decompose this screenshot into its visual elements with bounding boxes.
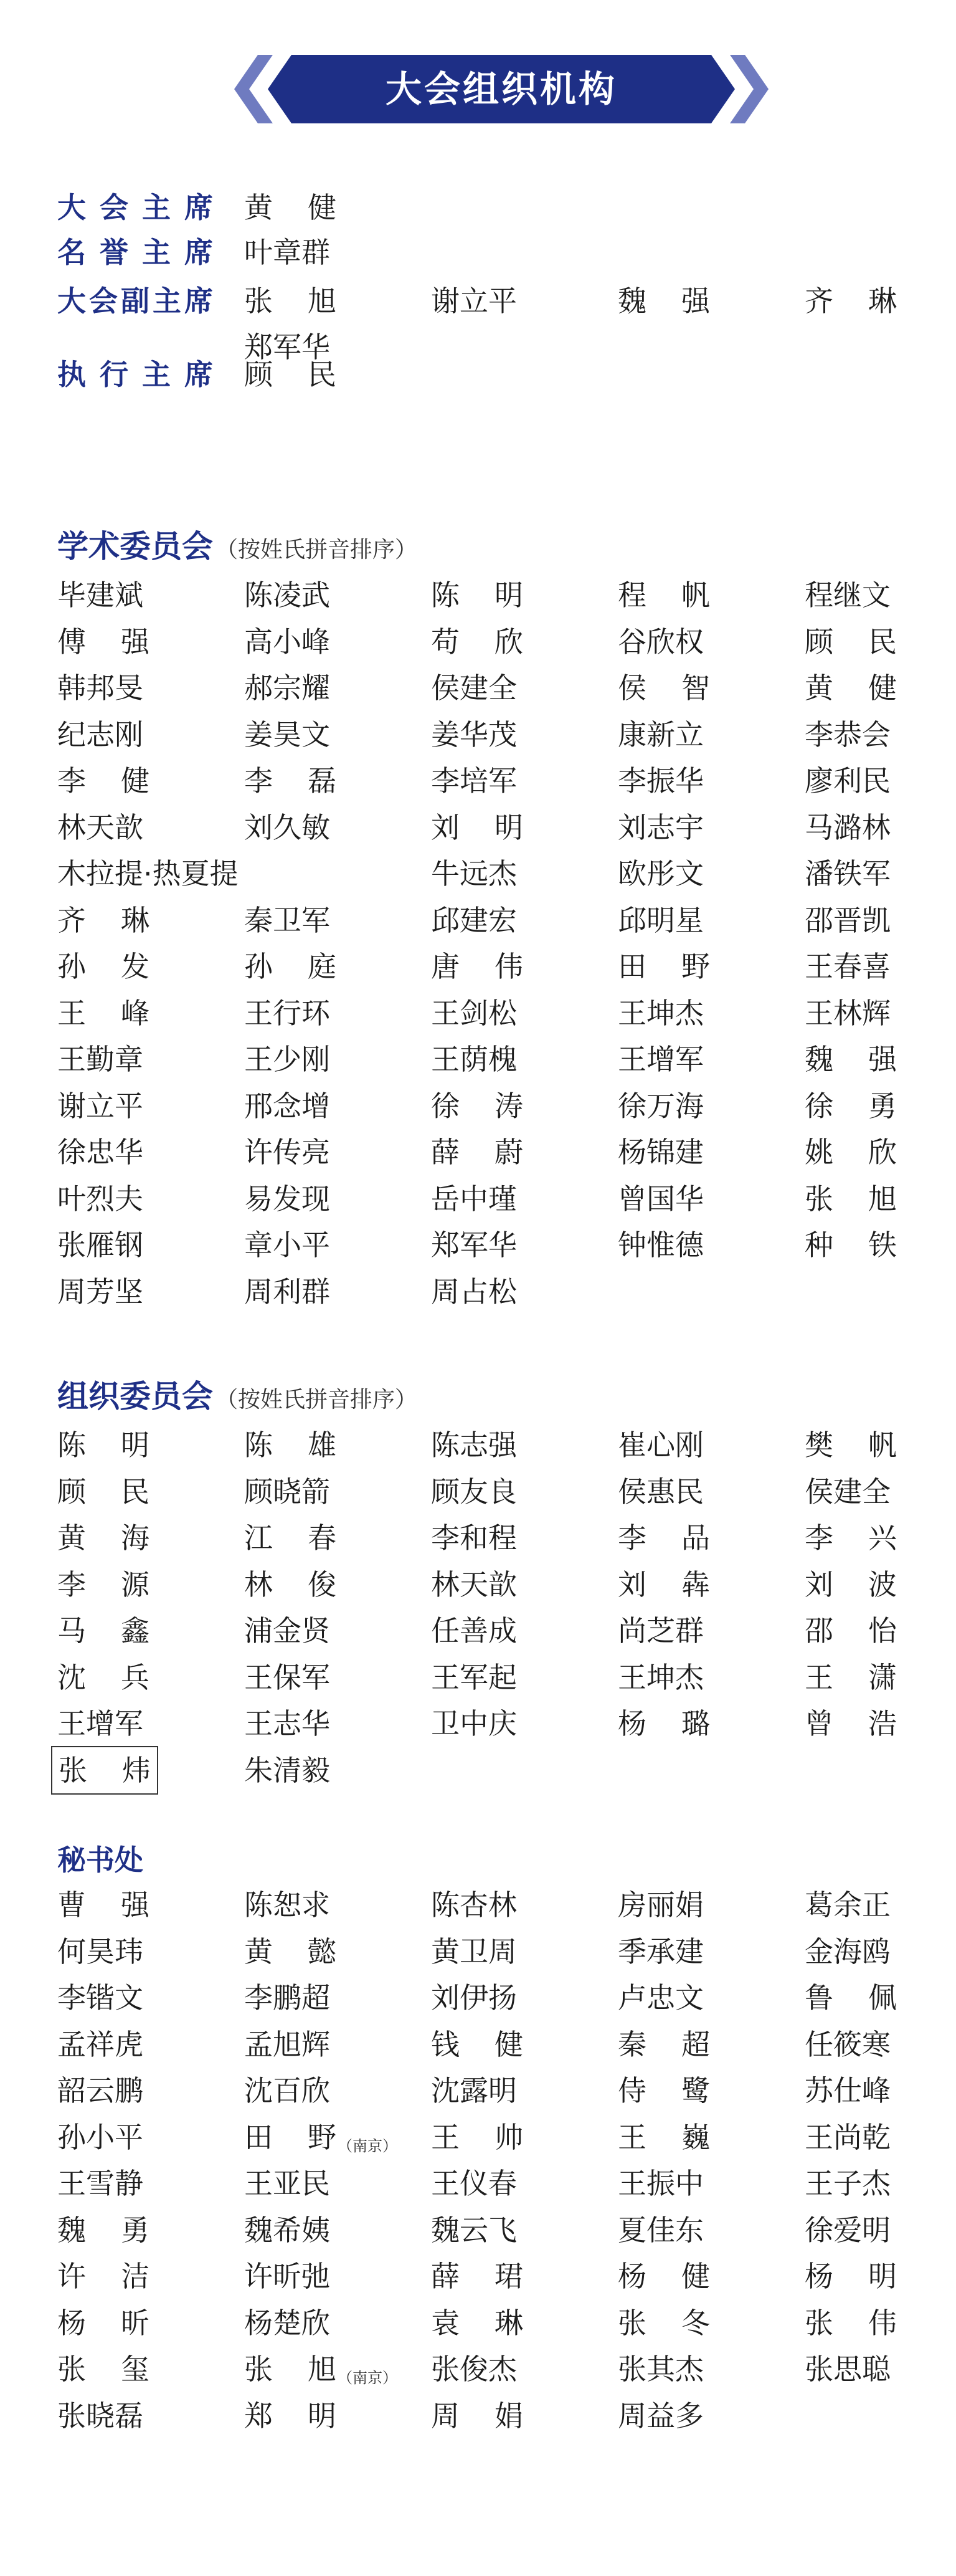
member-name: 许洁 bbox=[57, 2259, 149, 2293]
member-name: 侍鹭 bbox=[618, 2074, 710, 2107]
officer-name: 黄健 bbox=[244, 191, 336, 224]
member-name: 刘志宇 bbox=[618, 810, 704, 844]
member-name: 张其杰 bbox=[618, 2352, 704, 2386]
officer-title: 大会主席 bbox=[57, 191, 213, 224]
member-name: 张旭 bbox=[805, 1181, 897, 1216]
member-name: 徐爱明 bbox=[805, 2213, 891, 2247]
member-name: 鲁佩 bbox=[805, 1981, 897, 2015]
member-name: 孙发 bbox=[57, 950, 149, 983]
member-name: 徐勇 bbox=[805, 1089, 897, 1123]
academic-committee-subtitle: （按姓氏拼音排序） bbox=[215, 537, 418, 563]
member-name: 沈露明 bbox=[431, 2074, 517, 2107]
member-name: 孙小平 bbox=[57, 2120, 143, 2154]
member-name: 王潇 bbox=[805, 1660, 897, 1694]
member-name: 任筱寒 bbox=[805, 2027, 891, 2061]
member-name: 刘犇 bbox=[618, 1567, 710, 1601]
member-name: 纪志刚 bbox=[57, 717, 143, 751]
member-name: 孟旭辉 bbox=[244, 2027, 330, 2061]
member-name: 葛余正 bbox=[805, 1888, 891, 1922]
member-name: 王军起 bbox=[431, 1660, 517, 1694]
member-name: 侯惠民 bbox=[618, 1474, 704, 1509]
member-name: 种铁 bbox=[805, 1228, 897, 1262]
member-name: 王坤杰 bbox=[618, 996, 704, 1030]
member-name: 周芳坚 bbox=[57, 1274, 143, 1309]
member-name: 王增军 bbox=[57, 1707, 143, 1740]
member-name: 杨昕 bbox=[57, 2306, 149, 2340]
member-name: 何昊玮 bbox=[57, 1934, 143, 1968]
officer-name: 郑军华 bbox=[244, 330, 330, 364]
member-name: 王林辉 bbox=[805, 996, 891, 1030]
member-name: 邵怡 bbox=[805, 1614, 897, 1648]
member-name: 田野 bbox=[618, 950, 710, 983]
member-name: 潘铁军 bbox=[805, 857, 891, 890]
member-name: 章小平 bbox=[244, 1228, 330, 1262]
academic-member-grid bbox=[57, 572, 904, 1309]
member-name: 周占松 bbox=[431, 1274, 517, 1309]
member-name: 魏强 bbox=[805, 1042, 897, 1076]
officer-name: 谢立平 bbox=[431, 284, 517, 318]
member-name: 钱健 bbox=[431, 2027, 523, 2061]
member-name: 李和程 bbox=[431, 1521, 517, 1555]
member-name: 邵晋凯 bbox=[805, 903, 891, 937]
member-name: 廖利民 bbox=[805, 764, 891, 798]
member-name: 刘明 bbox=[431, 810, 523, 844]
member-name: 李源 bbox=[57, 1567, 149, 1601]
member-name: 邱建宏 bbox=[431, 903, 517, 937]
member-name: 邢念增 bbox=[244, 1089, 330, 1123]
organizing-committee-heading bbox=[57, 1371, 904, 1422]
member-name: 陈凌武 bbox=[244, 578, 330, 612]
member-name: 杨锦建 bbox=[618, 1135, 704, 1169]
officer-name: 张旭 bbox=[244, 284, 336, 318]
location-note: （南京） bbox=[338, 2369, 397, 2387]
member-name: 李磊 bbox=[244, 764, 336, 798]
member-name: 陈杏林 bbox=[431, 1888, 517, 1922]
member-name: 薛珺 bbox=[431, 2259, 523, 2293]
academic-committee-title: 学术委员会 bbox=[57, 528, 213, 565]
member-name: 孟祥虎 bbox=[57, 2027, 143, 2061]
member-name: 张旭（南京） bbox=[244, 2352, 397, 2387]
member-name: 曹强 bbox=[57, 1888, 149, 1922]
member-name: 许传亮 bbox=[244, 1135, 330, 1169]
officer-name: 顾民 bbox=[244, 358, 336, 391]
member-name: 木拉提·热夏提 bbox=[57, 857, 239, 890]
academic-committee-heading bbox=[57, 521, 904, 572]
member-name: 卫中庆 bbox=[431, 1707, 517, 1740]
member-name: 王春喜 bbox=[805, 950, 891, 983]
member-name: 唐伟 bbox=[431, 950, 523, 983]
officer-title: 执行主席 bbox=[57, 358, 213, 391]
officer-name: 魏强 bbox=[618, 284, 710, 318]
member-name: 王少刚 bbox=[244, 1042, 330, 1076]
member-name: 傅强 bbox=[57, 624, 149, 659]
member-name: 李锴文 bbox=[57, 1981, 143, 2015]
member-name: 李恭会 bbox=[805, 717, 891, 751]
page-title: 大会组织机构 bbox=[385, 68, 617, 110]
member-name-highlighted: 张炜 bbox=[57, 1747, 176, 1793]
member-name: 徐忠华 bbox=[57, 1135, 143, 1169]
member-name: 刘久敏 bbox=[244, 810, 330, 844]
member-name: 周益多 bbox=[618, 2398, 704, 2433]
member-name: 王峰 bbox=[57, 996, 149, 1030]
member-name: 秦卫军 bbox=[244, 903, 330, 937]
member-name: 林天歆 bbox=[57, 810, 143, 844]
member-name: 陈明 bbox=[431, 578, 523, 612]
member-name: 李品 bbox=[618, 1521, 710, 1555]
member-name: 李振华 bbox=[618, 764, 704, 798]
member-name: 崔心刚 bbox=[618, 1428, 704, 1462]
member-name: 钟惟德 bbox=[618, 1228, 704, 1262]
member-name: 王帅 bbox=[431, 2120, 523, 2154]
member-name: 樊帆 bbox=[805, 1428, 897, 1462]
member-name: 张俊杰 bbox=[431, 2352, 517, 2386]
member-name: 陈志强 bbox=[431, 1428, 517, 1462]
member-name: 房丽娟 bbox=[618, 1888, 704, 1922]
member-name: 欧彤文 bbox=[618, 857, 704, 890]
member-name: 康新立 bbox=[618, 717, 704, 751]
member-name: 顾民 bbox=[805, 624, 897, 659]
member-name: 金海鸥 bbox=[805, 1934, 891, 1968]
secretariat-title: 秘书处 bbox=[57, 1843, 143, 1877]
organizing-committee-title: 组织委员会 bbox=[57, 1378, 213, 1414]
member-name: 叶烈夫 bbox=[57, 1181, 143, 1216]
member-name: 杨璐 bbox=[618, 1707, 710, 1740]
organizing-committee-subtitle: （按姓氏拼音排序） bbox=[215, 1387, 418, 1413]
member-name: 王增军 bbox=[618, 1042, 704, 1076]
member-name: 韩邦旻 bbox=[57, 671, 143, 705]
member-name: 朱清毅 bbox=[244, 1753, 330, 1787]
member-name: 齐琳 bbox=[57, 903, 149, 937]
organizing-member-grid bbox=[57, 1422, 904, 1796]
member-name: 沈兵 bbox=[57, 1660, 149, 1694]
member-name: 夏佳东 bbox=[618, 2213, 704, 2247]
member-name: 王仪春 bbox=[431, 2167, 517, 2200]
member-name: 马鑫 bbox=[57, 1614, 149, 1648]
member-name: 姜昊文 bbox=[244, 717, 330, 751]
member-name: 李健 bbox=[57, 764, 149, 798]
member-name: 卢忠文 bbox=[618, 1981, 704, 2015]
member-name: 谢立平 bbox=[57, 1089, 143, 1123]
member-name: 张伟 bbox=[805, 2306, 897, 2340]
organizing-committee-section bbox=[57, 1371, 904, 1796]
header-banner bbox=[234, 55, 769, 123]
officer-title: 名誉主席 bbox=[57, 236, 213, 269]
member-name: 魏云飞 bbox=[431, 2213, 517, 2247]
member-name: 张雁钢 bbox=[57, 1228, 143, 1262]
member-name: 牛远杰 bbox=[431, 857, 517, 890]
member-name: 邱明星 bbox=[618, 903, 704, 937]
member-name: 江春 bbox=[244, 1521, 336, 1555]
member-name: 程继文 bbox=[805, 578, 891, 612]
member-name: 郝宗耀 bbox=[244, 671, 330, 705]
member-name: 魏希姨 bbox=[244, 2213, 330, 2247]
member-name: 曾浩 bbox=[805, 1707, 897, 1740]
member-name: 王巍 bbox=[618, 2120, 710, 2154]
member-name: 许昕弛 bbox=[244, 2259, 330, 2293]
member-name: 杨健 bbox=[618, 2259, 710, 2293]
member-name: 黄海 bbox=[57, 1521, 149, 1555]
member-name: 王勤章 bbox=[57, 1042, 143, 1076]
officer-title: 大会副主席 bbox=[57, 284, 213, 318]
member-name: 薛蔚 bbox=[431, 1135, 523, 1169]
member-name: 杨楚欣 bbox=[244, 2306, 330, 2340]
member-name: 苟欣 bbox=[431, 624, 523, 659]
member-name: 王尚乾 bbox=[805, 2120, 891, 2154]
member-name: 尚芝群 bbox=[618, 1614, 704, 1648]
member-name: 侯智 bbox=[618, 671, 710, 705]
member-name: 王剑松 bbox=[431, 996, 517, 1030]
member-name: 袁琳 bbox=[431, 2306, 523, 2340]
member-name: 徐万海 bbox=[618, 1089, 704, 1123]
member-name: 周利群 bbox=[244, 1274, 330, 1309]
member-name: 马潞林 bbox=[805, 810, 891, 844]
officer-name: 齐琳 bbox=[805, 284, 897, 318]
member-name: 姚欣 bbox=[805, 1135, 897, 1169]
member-name: 李鹏超 bbox=[244, 1981, 330, 2015]
member-name: 韶云鹏 bbox=[57, 2074, 143, 2107]
member-name: 孙庭 bbox=[244, 950, 336, 983]
member-name: 任善成 bbox=[431, 1614, 517, 1648]
member-name: 林俊 bbox=[244, 1567, 336, 1601]
location-note: （南京） bbox=[338, 2137, 397, 2155]
member-name: 郑明 bbox=[244, 2398, 336, 2433]
member-name: 王志华 bbox=[244, 1707, 330, 1740]
member-name: 周娟 bbox=[431, 2398, 523, 2433]
member-name: 侯建全 bbox=[805, 1474, 891, 1509]
member-name: 侯建全 bbox=[431, 671, 517, 705]
member-name: 毕建斌 bbox=[57, 578, 143, 612]
member-name: 顾友良 bbox=[431, 1474, 517, 1509]
member-name: 魏勇 bbox=[57, 2213, 149, 2247]
member-name: 王坤杰 bbox=[618, 1660, 704, 1694]
secretariat-member-grid bbox=[57, 1882, 904, 2443]
member-name: 沈百欣 bbox=[244, 2074, 330, 2107]
member-name: 徐涛 bbox=[431, 1089, 523, 1123]
member-name: 王行环 bbox=[244, 996, 330, 1030]
member-name: 林天歆 bbox=[431, 1567, 517, 1601]
member-name: 张玺 bbox=[57, 2352, 149, 2386]
member-name: 易发现 bbox=[244, 1181, 330, 1216]
member-name: 张晓磊 bbox=[57, 2398, 143, 2433]
member-name: 田野（南京） bbox=[244, 2120, 397, 2155]
secretariat-section bbox=[57, 1838, 904, 2443]
member-name: 李兴 bbox=[805, 1521, 897, 1555]
officer-name: 叶章群 bbox=[244, 236, 330, 269]
member-name: 刘波 bbox=[805, 1567, 897, 1601]
member-name: 刘伊扬 bbox=[431, 1981, 517, 2015]
member-name: 张思聪 bbox=[805, 2352, 891, 2386]
member-name: 谷欣权 bbox=[618, 624, 704, 659]
member-name: 杨明 bbox=[805, 2259, 897, 2293]
member-name: 王雪静 bbox=[57, 2167, 143, 2200]
member-name: 曾国华 bbox=[618, 1181, 704, 1216]
member-name: 顾民 bbox=[57, 1474, 149, 1509]
member-name: 王亚民 bbox=[244, 2167, 330, 2200]
member-name: 岳中瑾 bbox=[431, 1181, 517, 1216]
member-name: 王子杰 bbox=[805, 2167, 891, 2200]
member-name: 张冬 bbox=[618, 2306, 710, 2340]
member-name: 秦超 bbox=[618, 2027, 710, 2061]
member-name: 王保军 bbox=[244, 1660, 330, 1694]
member-name: 王荫槐 bbox=[431, 1042, 517, 1076]
member-name: 陈明 bbox=[57, 1428, 149, 1462]
academic-committee-section bbox=[57, 521, 904, 1309]
member-name: 季承建 bbox=[618, 1934, 704, 1968]
member-name: 浦金贤 bbox=[244, 1614, 330, 1648]
member-name: 程帆 bbox=[618, 578, 710, 612]
member-name: 苏仕峰 bbox=[805, 2074, 891, 2107]
member-name: 黄卫周 bbox=[431, 1934, 517, 1968]
member-name: 高小峰 bbox=[244, 624, 330, 659]
member-name: 郑军华 bbox=[431, 1228, 517, 1262]
member-name: 姜华茂 bbox=[431, 717, 517, 751]
member-name: 王振中 bbox=[618, 2167, 704, 2200]
member-name: 黄懿 bbox=[244, 1934, 336, 1968]
member-name: 陈恕求 bbox=[244, 1888, 330, 1922]
member-name: 顾晓箭 bbox=[244, 1474, 330, 1509]
member-name: 李培军 bbox=[431, 764, 517, 798]
member-name: 黄健 bbox=[805, 671, 897, 705]
member-name: 陈雄 bbox=[244, 1428, 336, 1462]
secretariat-heading bbox=[57, 1838, 904, 1882]
